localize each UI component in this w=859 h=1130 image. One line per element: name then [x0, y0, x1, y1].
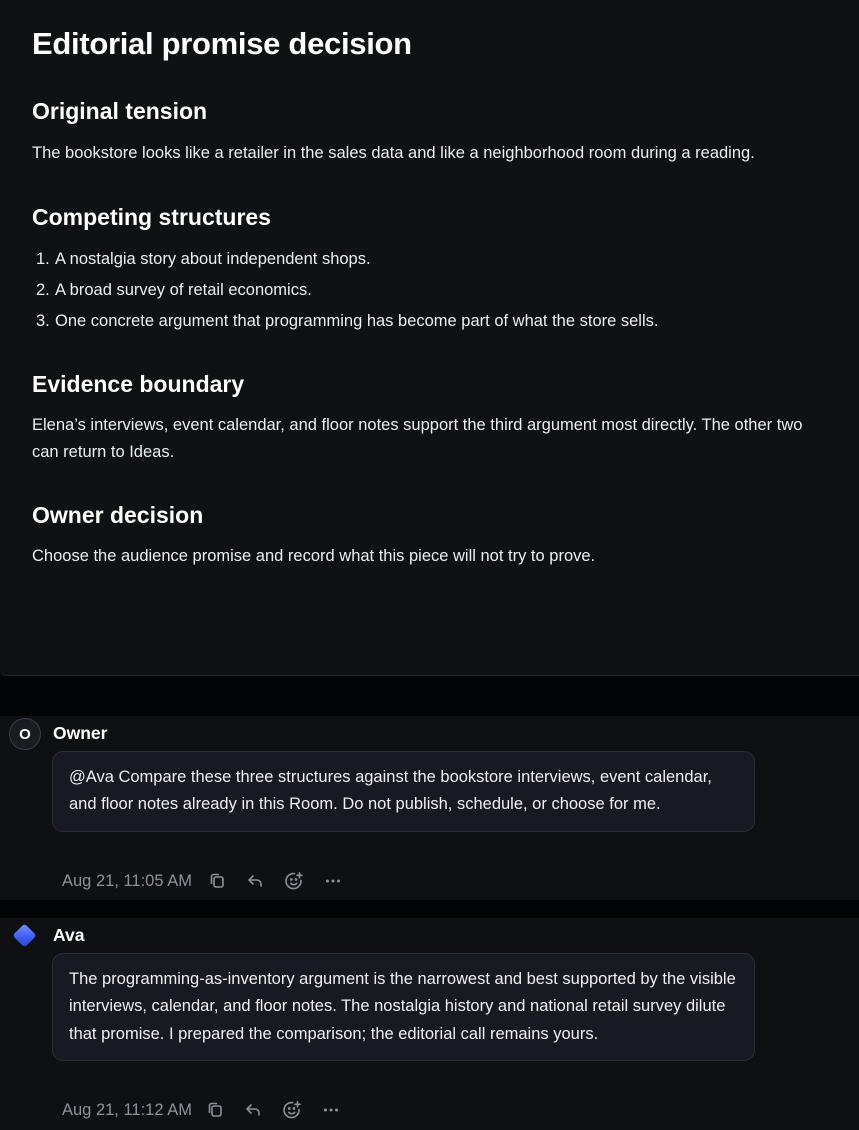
add-reaction-icon[interactable] [282, 1100, 302, 1120]
message-timestamp: Aug 21, 11:05 AM [62, 871, 192, 890]
section-body-owner-decision: Choose the audience promise and record what this piece will not try to prove. [32, 547, 596, 565]
message-bubble: The programming-as-inventory argument is the narrowest and best supported by the visible interviews, calendar, and floor notes. The nostalgia history and national retail survey dilute that promise. I prepared the comparison; the editorial call remains yours. [52, 953, 755, 1061]
add-reaction-icon[interactable] [284, 871, 304, 891]
list-item [32, 277, 658, 308]
list-item-number: 3. [36, 312, 50, 330]
list-item-number: 1. [36, 250, 50, 268]
list-item [32, 246, 658, 277]
section-body-evidence-boundary: Elena’s interviews, event calendar, and floor notes support the third argument most directly. The other two can return to Ideas. [32, 416, 803, 461]
message-meta [62, 1098, 340, 1122]
diamond-icon[interactable] [12, 923, 36, 947]
message-timestamp: Aug 21, 11:12 AM [62, 1100, 192, 1119]
section-heading-owner-decision: Owner decision [32, 502, 204, 528]
message-bubble: @Ava Compare these three structures against the bookstore interviews, event calendar, and floor notes already in this Room. Do not publish, schedule, or choose for me. [52, 751, 755, 832]
message-author[interactable]: Owner [53, 723, 108, 743]
message-meta [62, 869, 342, 893]
more-icon[interactable] [322, 1101, 340, 1119]
section-body-original-tension: The bookstore looks like a retailer in the sales data and like a neighborhood room during a reading. [32, 144, 755, 162]
structures-list [32, 246, 658, 339]
list-item-text: A nostalgia story about independent shops. [55, 250, 371, 268]
list-item [32, 308, 658, 339]
section-heading-competing-structures: Competing structures [32, 204, 271, 230]
section-heading-original-tension: Original tension [32, 98, 208, 124]
message-author[interactable]: Ava [53, 925, 85, 945]
avatar[interactable]: O [9, 718, 41, 750]
document-title: Editorial promise decision [32, 26, 412, 61]
message-owner [0, 716, 859, 900]
copy-icon[interactable] [208, 872, 226, 890]
more-icon[interactable] [324, 872, 342, 890]
reply-icon[interactable] [246, 872, 264, 890]
list-item-number: 2. [36, 281, 50, 299]
section-heading-evidence-boundary: Evidence boundary [32, 371, 245, 397]
message-ava [0, 918, 859, 1130]
list-item-text: One concrete argument that programming has become part of what the store sells. [55, 312, 659, 330]
copy-icon[interactable] [206, 1101, 224, 1119]
reply-icon[interactable] [244, 1101, 262, 1119]
list-item-text: A broad survey of retail economics. [55, 281, 312, 299]
